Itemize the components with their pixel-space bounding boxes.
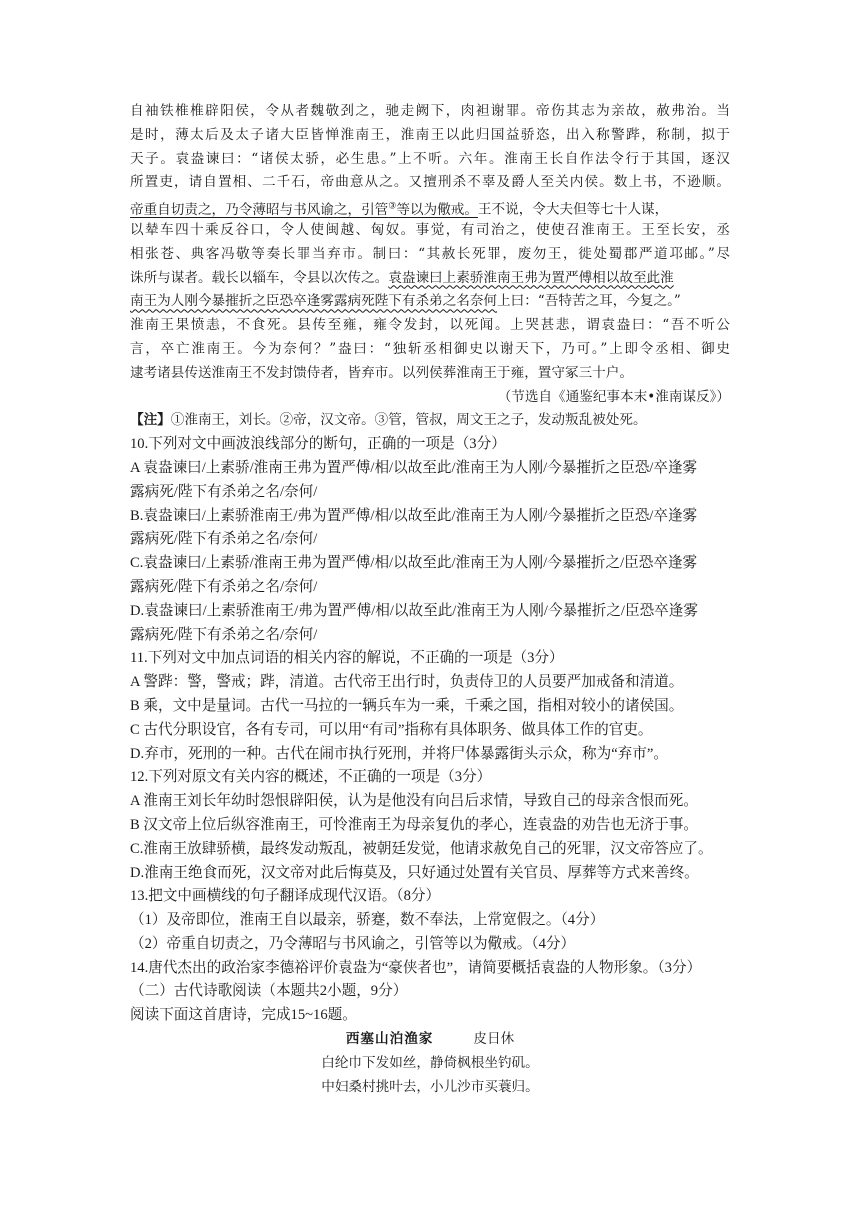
question-11-option-d: D.弃市，死刑的一种。古代在闹市执行死刑，并将尸体暴露街头示众，称为“弃市”。 (130, 745, 668, 762)
question-10-option-d-cont: 露病死/陛下有杀弟之名/奈何/ (130, 626, 318, 643)
passage-text: 诛所与谋者。载长以辎车，令县以次传之。 (130, 269, 389, 286)
question-10-option-b: B.袁盎谏曰/上素骄淮南王/弗为置严傅/相/以故至此/淮南王为人刚/今暴摧折之臣恐/卒逢雾 (130, 507, 698, 524)
exam-page (130, 100, 730, 1099)
annotation-text: ①淮南王，刘长。②帝，汉文帝。③管，管叔，周文王之子，发动叛乱被处死。 (170, 412, 647, 429)
question-11-option-b: B 乘，文中是量词。古代一马拉的一辆兵车为一乘，千乘之国，指相对较小的诸侯国。 (130, 697, 684, 714)
question-12-option-a: A 淮南王刘长年幼时怨恨辟阳侯，认为是他没有向吕后求情，导致自己的母亲含恨而死。 (130, 793, 698, 810)
question-10-option-a: A 袁盎谏曰/上素骄/淮南王弗为置严傅/相/以故至此/淮南王为人刚/今暴摧折之臣恐/卒逢雾 (130, 459, 698, 476)
wavy-underlined-part: 南王为人刚今暴摧折之臣恐卒逢雾露病死陛下有杀弟之名奈何 (130, 293, 498, 310)
question-10-option-a-cont: 露病死/陛下有杀弟之名/奈何/ (130, 483, 318, 500)
note-mark: ③ (388, 201, 397, 212)
question-13-stem: 13.把文中画横线的句子翻译成现代汉语。（8分） (130, 888, 441, 905)
passage-line: 淮南王果愤恚，不食死。县传至雍，雍令发封，以死闻。上哭甚悲，谓袁盎曰：“吾不听公 (130, 317, 730, 334)
passage-line: 所置吏，请自置相、二千石，帝曲意从之。又擅刑杀不辜及爵人至关内侯。数上书，不逊顺。 (130, 174, 730, 191)
passage-source: （节选自《通鉴纪事本末•淮南谋反》） (497, 388, 730, 405)
wavy-underlined-part: 袁盎谏曰上素骄淮南王弗为置严傅相以故至此淮 (388, 269, 674, 286)
question-13-item-2: （2）帝重自切责之，乃令薄昭与书风谕之，引管等以为儆戒。（4分） (130, 935, 576, 952)
underlined-sentence: 帝重自切责之，乃令薄昭与书风谕之，引管③等以为儆戒。 (130, 201, 478, 218)
question-10-option-c: C.袁盎谏曰/上素骄/淮南王弗为置严傅/相/以故至此/淮南王为人刚/今暴摧折之/臣恐卒逢雾 (130, 555, 698, 572)
section-intro: 阅读下面这首唐诗，完成15~16题。 (130, 1007, 357, 1024)
question-11-stem: 11.下列对文中加点词语的相关内容的解说，不正确的一项是（3分） (130, 650, 564, 667)
passage-line-underlined (130, 195, 730, 219)
annotation-label: 【注】 (130, 412, 171, 429)
passage-line: 逮考诸县传送淮南王不发封馈侍者，皆弃市。以列侯葬淮南王于雍，置守冢三十户。 (130, 364, 633, 381)
question-13-item-1: （1）及帝即位，淮南王自以最亲，骄蹇，数不奉法，上常宽假之。（4分） (130, 912, 605, 929)
question-10-stem: 10.下列对文中画波浪线部分的断句，正确的一项是（3分） (130, 436, 506, 453)
question-10-option-d: D.袁盎谏曰/上素骄淮南王/弗为置严傅/相/以故至此/淮南王为人刚/今暴摧折之/臣恐卒逢雾 (130, 602, 698, 619)
question-12-option-c: C.淮南王放肆骄横，最终发动叛乱，被朝廷发觉，他请求赦免自己的死罪，汉文帝答应了。 (130, 840, 713, 857)
question-12-option-d: D.淮南王绝食而死，汉文帝对此后悔莫及，只好通过处置有关官员、厚葬等方式来善终。 (130, 864, 699, 881)
passage-line-wavy (130, 267, 730, 291)
question-10-option-c-cont: 露病死/陛下有杀弟之名/奈何/ (130, 578, 318, 595)
poem-title: 西塞山泊渔家 (345, 1031, 434, 1048)
section-heading: （二）古代诗歌阅读（本题共2小题，9分） (130, 983, 408, 1000)
passage-line-wavy (130, 290, 730, 314)
poem-header (130, 1028, 730, 1052)
passage-line: 以辇车四十乘反谷口，令人使闽越、匈奴。事觉，有司治之，使使召淮南王。王至长安，丞 (130, 221, 730, 238)
question-11-option-a: A 警跸：警，警戒；跸，清道。古代帝王出行时，负责侍卫的人员要严加戒备和清道。 (130, 674, 684, 691)
question-12-stem: 12.下列对原文有关内容的概述，不正确的一项是（3分） (130, 769, 492, 786)
poem-line: 白纶巾下发如丝，静倚枫根坐钓矶。 (321, 1054, 539, 1071)
poem-author: 皮日休 (473, 1031, 515, 1048)
question-10-option-b-cont: 露病死/陛下有杀弟之名/奈何/ (130, 531, 318, 548)
poem-line: 中妇桑村挑叶去，小儿沙市买蓑归。 (321, 1078, 539, 1095)
question-12-option-b: B 汉文帝上位后纵容淮南王，可怜淮南王为母亲复仇的孝心，连袁盎的劝告也无济于事。 (130, 816, 698, 833)
passage-line: 天子。袁盎谏曰：“诸侯太骄，必生患。”上不听。六年。淮南王长自作法令行于其国，逐汉 (130, 150, 730, 167)
annotation (130, 409, 730, 433)
passage-text: 上曰：“吾特苦之耳，今复之。” (497, 293, 681, 310)
question-14-stem: 14.唐代杰出的政治家李德裕评价袁盎为“豪侠者也”，请简要概括袁盎的人物形象。（3分） (130, 959, 702, 976)
passage-line: 言，卒亡淮南王。今为奈何？”盎曰：“独斩丞相御史以谢天下，乃可。”上即令丞相、御史 (130, 340, 730, 357)
passage-text: 王不说，令大夫但等七十人谋， (477, 201, 669, 218)
passage-line: 相张苍、典客冯敬等奏长罪当弃市。制曰：“其赦长死罪，废勿王，徙处蜀郡严道邛邮。”尽 (130, 245, 730, 262)
question-11-option-c: C 古代分职设官，各有专司，可以用“有司”指称有具体职务、做具体工作的官吏。 (130, 721, 653, 738)
passage-line: 自袖铁椎椎辟阳侯，令从者魏敬刭之，驰走阙下，肉袒谢罪。帝伤其志为亲故，赦弗治。当 (130, 103, 730, 119)
passage-line: 是时，薄太后及太子诸大臣皆惮淮南王，淮南王以此归国益骄恣，出入称警跸，称制，拟于 (130, 126, 730, 143)
